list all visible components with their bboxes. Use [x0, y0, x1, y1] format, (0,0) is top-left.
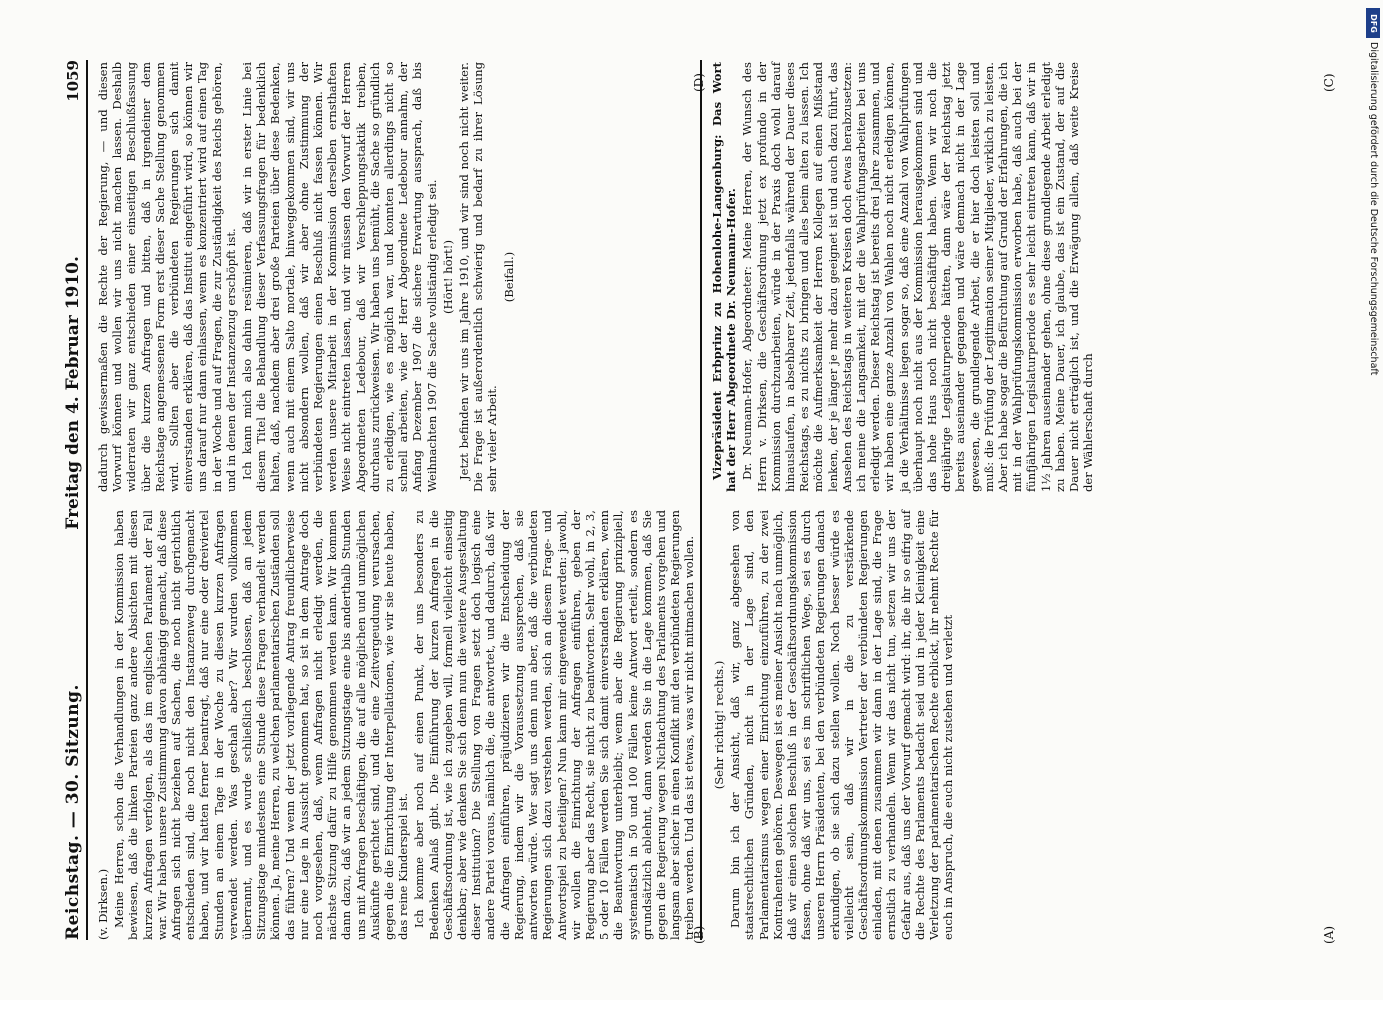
marker-a: (A)	[1322, 925, 1336, 944]
paragraph: Ich komme aber noch auf einen Punkt, der uns besonders zu Bedenken Anlaß gibt. Die Einführung der kurzen Anfragen in die Geschäftsordnung ist, wie ich zugeben will, formell vielleicht einseitig denkbar; aber wie denken Sie sich denn nun die weitere Ausgestaltung dieser Institution? Die Stellung von Fragen setzt doch logisch eine andere Partei voraus, nämlich die, die antwortet, und dadurch, daß wir die Anfragen einführen, präjudizieren wir die Entscheidung der Regierung, indem wir die Voraussetzung aussprechen, daß sie antworten würde. Wer sagt uns denn nun aber, daß die verbündeten Regierungen sich dazu verstehen werden, sich an diesem Frage- und Antwortspiel zu beteiligen? Nun kann mir eingewendet werden: jawohl, wir wollen die Einrichtung der Anfragen einführen, geben der Regierung aber das Recht, sie nicht zu beantworten. Sehr wohl, in 2, 3, 5 oder 10 Fällen werden Sie sich damit einverstanden erklären, wenn die Beantwortung unterbleibt; wenn aber die Regierung prinzipiell, systematisch in 50 und 100 Fällen keine Antwort erteilt, sondern es grundsätzlich ablehnt, dann werden Sie in die Lage kommen, daß Sie gegen die Regierung wegen Nichtachtung des Parlaments vorgehen und langsam aber sicher in einen Konflikt mit den verbündeten Regierungen treiben werden. Und das ist etwas, was wir nicht mitmachen wollen.	[412, 510, 697, 940]
paragraph: Dr. Neumann-Hofer, Abgeordneter: Meine Herren, der Wunsch des Herrn v. Dirksen, die Geschäftsordnung jetzt ex profundo in der Kommission durchzuarbeiten, würde in der Praxis doch wohl darauf hinauslaufen, in absehbarer Zeit, jedenfalls während der Dauer dieses Reichstags, es zu nichts zu bringen und alles beim alten zu lassen. Ich möchte die Aufmerksamkeit der Herren Kollegen auf einen Mißstand lenken, der je länger je mehr dazu geeignet ist und auch dazu führt, das Ansehen des Reichstags in weiteren Kreisen doch etwas herabzusetzen: ich meine die Langsamkeit, mit der die Wahlprüfungsarbeiten bei uns erledigt werden. Dieser Reichstag ist bereits drei Jahre zusammen, und wir haben eine ganze Anzahl von Wahlen noch nicht erledigen können, ja die Verhältnisse liegen sogar so, daß eine Anzahl von Wahlprüfungen überhaupt noch nicht aus der Kommission herausgekommen sind und das hohe Haus noch nicht beschäftigt haben. Wenn wir noch die dreijährige Legislaturperiode hätten, dann wäre der Reichstag jetzt bereits auseinander gegangen und wäre demnach nicht in der Lage gewesen, die grundlegende Arbeit, die er hier doch leisten soll und muß: die Prüfung der Legitimation seiner Mitglieder, wirklich zu leisten. Aber ich habe sogar die Befürchtung auf Grund der Erfahrungen, die ich mit in der Wahlprüfungskommission erworben habe, daß auch bei der fünfjährigen Legislaturperiode es sehr leicht eintreten kann, daß wir in 1½ Jahren auseinander gehen, ohne diese grundlegende Arbeit erledigt zu haben. Meine Dauer, ich glaube, das ist ein Zustand, der auf die Dauer nicht erträglich ist, und die Erwägung allein, daß weite Kreise der Wählerschaft durch	[740, 62, 1096, 492]
header-left: Reichstag. — 30. Sitzung.	[63, 684, 83, 940]
interjection: (Beifall.)	[501, 251, 516, 303]
marker-d: (D)	[692, 73, 706, 92]
paragraph: Meine Herren, schon die Verhandlungen in der Kommission haben bewiesen, daß die linken Parteien ganz andere Absichten mit diesen kurzen Anfragen verfolgen, als das im englischen Parlament der Fall war. Wir haben unsere Zustimmung davon abhängig gemacht, daß diese Anfragen sich nicht beziehen auf Sachen, die noch nicht gerichtlich entschieden sind, die noch nicht den Instanzenweg durchgemacht haben, und wir hatten ferner beantragt, daß nur eine oder dreiviertel Stunden an einem Tage in der Woche zu diesen kurzen Anfragen verwendet werden. Was geschah aber? Wir wurden vollkommen überrannt, und es wurde schließlich beschlossen, daß an jedem Sitzungstage mindestens eine Stunde diese Fragen verhandelt werden können. Ja, meine Herren, zu welchen parlamentarischen Zuständen soll das führen? Und wenn der jetzt vorliegende Antrag freundlicherweise nur eine Lage in Aussicht genommen hat, so ist in dem Antrage doch noch vorgesehen, daß, wenn Anfragen nicht erledigt werden, die nächste Sitzung dafür zu Hilfe genommen werden kann. Wir kommen dann dazu, daß wir an jedem Sitzungstage eine bis anderthalb Stunden uns mit Anfragen beschäftigen, die auf alle möglichen und unmöglichen Auskünfte gerichtet sind, und die eine Zeitvergeudung verursachen, gegen die die Einrichtung der Interpellationen, wie wir sie heute haben, das reine Kinderspiel ist.	[112, 510, 411, 940]
interjection: (Sehr richtig! rechts.)	[712, 660, 726, 790]
dfg-logo: DFG	[1366, 8, 1380, 38]
marker-c: (C)	[1322, 73, 1336, 92]
digitization-text: Digitalisierung gefördert durch die Deutsche Forschungsgemeinschaft	[1368, 42, 1379, 376]
rotated-page	[60, 60, 1340, 944]
digitization-note	[1363, 42, 1379, 1022]
column-left-top	[96, 510, 697, 940]
page-header	[60, 60, 88, 940]
column-right-bottom	[710, 62, 1330, 492]
header-date: Freitag den 4. Februar 1910.	[63, 256, 83, 530]
paragraph: dadurch gewissermaßen die Rechte der Regierung, — und diesen Vorwurf können und wollen wir uns nicht machen lassen. Deshalb widerraten wir ganz entschieden einer einseitigen Beschlußfassung über die kurzen Anfragen und bitten, daß in irgendeiner dem Reichstage angemessenen Form erst dieser Sache Stellung genommen wird. Sollten aber die verbündeten Regierungen sich damit einverstanden erklären, daß das Institut eingeführt wird, so können wir uns darauf nur dann einlassen, wenn es konzentriert wird auf einen Tag in der Woche und auf Fragen, die zur Zuständigkeit des Reichs gehören, und in denen der Instanzenzug erschöpft ist.	[96, 62, 238, 492]
column-left-bottom	[710, 510, 1330, 940]
column-right-top	[96, 62, 686, 492]
paragraph: Darum bin ich der Ansicht, daß wir, ganz abgesehen von staatsrechtlichen Gründen, nicht in der Lage sind, den Parlamentarismus wegen einer Einrichtung einzuführen, zu der zwei Kontrahenten gehören. Deswegen ist es meiner Ansicht nach unmöglich, daß wir einen solchen Beschluß in der Geschäftsordnungskommission fassen, ohne daß wir uns, sei es im schriftlichen Wege, sei es durch unseren Herrn Präsidenten, bei den verbündeten Regierungen danach erkundigen, ob sie sich dazu stellen wollen. Noch besser würde es vielleicht sein, daß wir in die zu verstärkende Geschäftsordnungskommission Vertreter der verbündeten Regierungen einladen, mit denen zusammen wir dann in der Lage sind, die Frage ernstlich zu verhandeln. Wenn wir das nicht tun, setzen wir uns der Gefahr aus, daß uns der Vorwurf gemacht wird: ihr, die ihr so eifrig auf die Rechte des Parlaments bedacht seid und in jeder Kleinigkeit eine Verletzung der parlamentarischen Rechte erblickt, ihr nehmt Rechte für euch in Anspruch, die euch nicht zustehen und verletzt	[728, 510, 956, 940]
marker-b: (B)	[692, 925, 706, 944]
paragraph: Ich kann mich also dahin resümieren, daß wir in erster Linie bei diesem Titel die Behandlung dieser Verfassungsfragen für bedenklich halten, daß, nachdem aber drei große Parteien über diese Bedenken, wenn auch mit einem Salto mortale, hinweggekommen sind, wir uns nicht absondern wollen, daß wir aber ohne Zustimmung der verbündeten Regierungen einen Beschluß nicht fassen können. Wir werden unsere Mitarbeit in der Kommission derselben ernsthaften Weise nicht eintreten lassen, und wir müssen den Vorwurf der Herren Abgeordneten Ledebour, daß wir Verschleppungstaktik treiben, durchaus zurückweisen. Wir haben uns bemüht, die Sache so gründlich zu erledigen, wie es möglich war, und konnten allerdings nicht so schnell arbeiten, wie der Herr Abgeordnete Ledebour annahm, der Anfang Dezember 1907 die sichere Erwartung aussprach, daß bis Weihnachten 1907 die Sache vollständig erledigt sei.	[240, 62, 439, 492]
paragraph: Jetzt befinden wir uns im Jahre 1910, und wir sind noch nicht weiter. Die Frage ist außerordentlich schwierig und bedarf zu ihrer Lösung sehr vieler Arbeit.	[457, 62, 500, 492]
speaker-ref: (v. Dirksen.)	[96, 868, 110, 940]
president-remark: Vizepräsident Erbprinz zu Hohenlohe-Langenburg: Das Wort hat der Herr Abgeordnete Dr. Neumann-Hofer.	[710, 62, 739, 492]
center-divider	[700, 60, 702, 940]
interjection: (Hört! hört!)	[440, 240, 455, 314]
page-number: 1059	[64, 60, 82, 102]
